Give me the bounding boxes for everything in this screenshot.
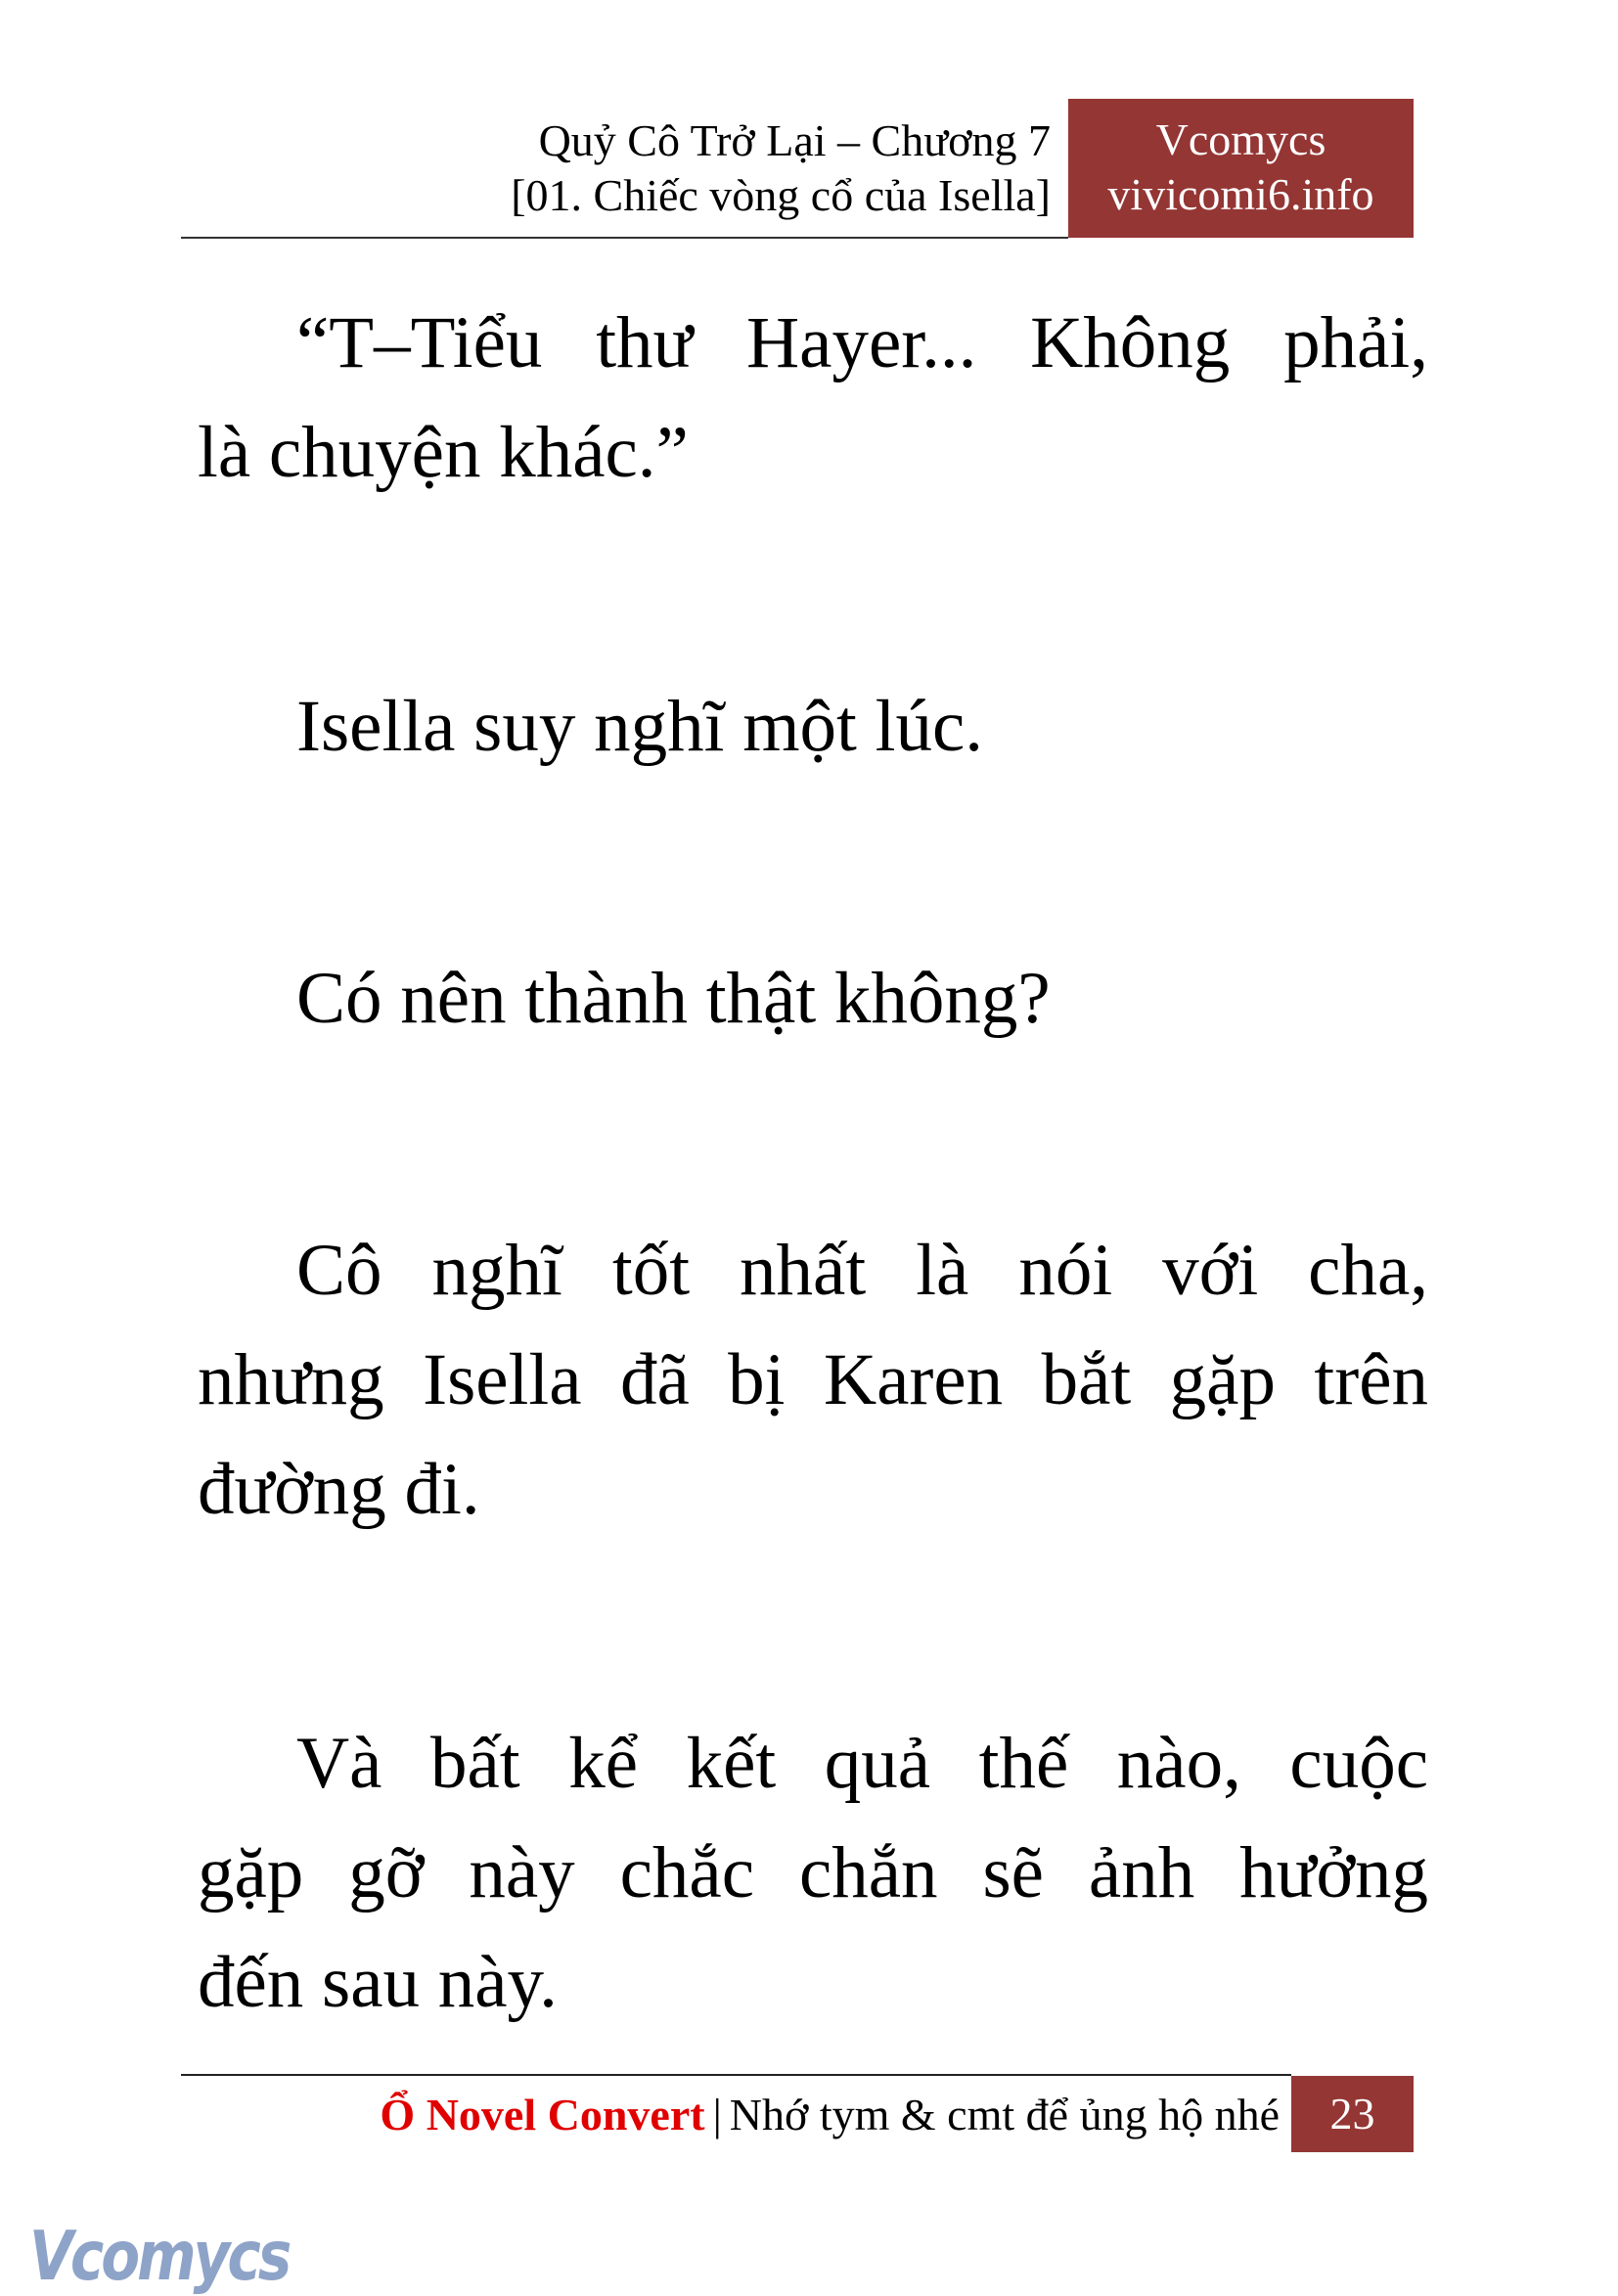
- header-subtitle: [01. Chiếc vòng cổ của Isella]: [511, 170, 1051, 220]
- text-line: gặp gỡ này chắc chắn sẽ ảnh hưởng: [198, 1832, 1428, 1913]
- footer-separator: |: [712, 2090, 722, 2139]
- paragraph-5: [198, 1709, 1428, 2038]
- paragraph-1: [198, 289, 1428, 508]
- text-line: “T–Tiểu thư Hayer... Không phải,: [296, 302, 1428, 383]
- running-header: [511, 113, 1051, 223]
- text-line: Cô nghĩ tốt nhất là nói với cha,: [296, 1230, 1428, 1311]
- header-site-box: [1068, 99, 1414, 238]
- footer-message: Nhớ tym & cmt để ủng hộ nhé: [729, 2090, 1280, 2139]
- text-line: Và bất kể kết quả thế nào, cuộc: [296, 1723, 1428, 1804]
- header-divider: [181, 237, 1068, 239]
- paragraph-2: [198, 672, 1428, 782]
- text-line: đến sau này.: [198, 1942, 558, 2023]
- vcomycs-logo: Vcomycs: [29, 2216, 290, 2296]
- text-line: nhưng Isella đã bị Karen bắt gặp trên: [198, 1339, 1428, 1420]
- paragraph-3: [198, 944, 1428, 1054]
- page-number: 23: [1291, 2076, 1414, 2152]
- paragraph-4: [198, 1216, 1428, 1545]
- text-line: đường đi.: [198, 1449, 480, 1530]
- site-name: Vcomycs: [1155, 114, 1326, 164]
- text-line: Isella suy nghĩ một lúc.: [296, 686, 983, 767]
- site-url: vivicomi6.info: [1107, 169, 1374, 219]
- footer-text: [380, 2088, 1280, 2142]
- text-line: Có nên thành thật không?: [296, 958, 1051, 1039]
- header-title: Quỷ Cô Trở Lại – Chương 7: [538, 115, 1051, 165]
- text-line: là chuyện khác.”: [198, 412, 689, 493]
- footer-brand: Ổ Novel Convert: [380, 2090, 705, 2139]
- footer-divider: [181, 2074, 1291, 2076]
